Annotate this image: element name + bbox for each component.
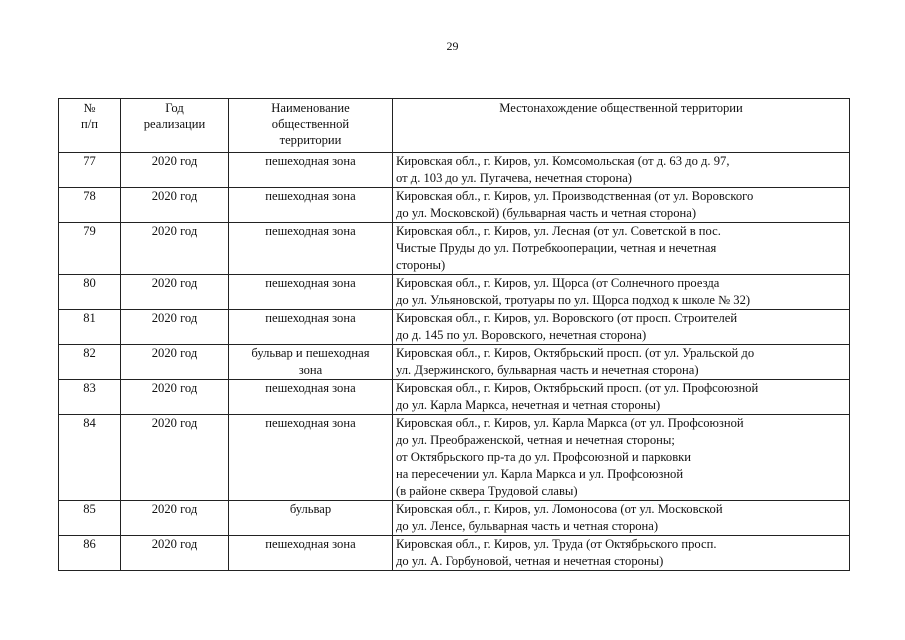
row-location	[393, 153, 850, 188]
row-year: 2020 год	[121, 188, 229, 223]
table-row	[59, 188, 850, 223]
row-number: 85	[59, 501, 121, 536]
table-row	[59, 501, 850, 536]
row-year: 2020 год	[121, 223, 229, 275]
row-number: 78	[59, 188, 121, 223]
location-line: Кировская обл., г. Киров, ул. Воровского (от просп. Строителей	[396, 311, 738, 325]
header-num-line: п/п	[81, 117, 98, 131]
row-year: 2020 год	[121, 501, 229, 536]
location-line: от Октябрьского пр-та до ул. Профсоюзной и парковки	[396, 450, 692, 464]
row-territory-name	[229, 275, 393, 310]
header-location	[393, 99, 850, 153]
location-line: Кировская обл., г. Киров, ул. Труда (от Октябрьского просп.	[396, 537, 717, 551]
row-number: 81	[59, 310, 121, 345]
row-location	[393, 223, 850, 275]
row-location	[393, 345, 850, 380]
row-year: 2020 год	[121, 415, 229, 501]
location-line: ул. Дзержинского, бульварная часть и нечетная сторона)	[396, 363, 699, 377]
row-year: 2020 год	[121, 310, 229, 345]
table-row	[59, 223, 850, 275]
territory-name-line: пешеходная зона	[265, 311, 356, 325]
row-number: 77	[59, 153, 121, 188]
territory-name-line: бульвар	[289, 502, 332, 516]
territory-name-line: пешеходная зона	[265, 189, 356, 203]
table-header-row	[59, 99, 850, 153]
row-location	[393, 310, 850, 345]
row-location	[393, 380, 850, 415]
row-year: 2020 год	[121, 275, 229, 310]
location-line: от д. 103 до ул. Пугачева, нечетная сторона)	[396, 171, 632, 185]
location-line: Кировская обл., г. Киров, Октябрьский просп. (от ул. Профсоюзной	[396, 381, 759, 395]
row-year: 2020 год	[121, 380, 229, 415]
header-name	[229, 99, 393, 153]
location-line: стороны)	[396, 258, 446, 272]
row-number: 82	[59, 345, 121, 380]
location-line: до ул. А. Горбуновой, четная и нечетная стороны)	[396, 554, 664, 568]
row-territory-name	[229, 223, 393, 275]
location-line: Кировская обл., г. Киров, ул. Лесная (от ул. Советской в пос.	[396, 224, 721, 238]
location-line: до д. 145 по ул. Воровского, нечетная сторона)	[396, 328, 647, 342]
header-year-line: реализации	[143, 117, 206, 131]
table-row	[59, 153, 850, 188]
row-number: 84	[59, 415, 121, 501]
table-row	[59, 415, 850, 501]
header-name-line: общественной	[271, 117, 350, 131]
header-num-line: №	[83, 101, 96, 115]
row-territory-name	[229, 536, 393, 571]
location-line: Чистые Пруды до ул. Потребкооперации, четная и нечетная	[396, 241, 717, 255]
row-number: 80	[59, 275, 121, 310]
row-territory-name	[229, 501, 393, 536]
row-location	[393, 188, 850, 223]
row-number: 86	[59, 536, 121, 571]
row-location	[393, 501, 850, 536]
territory-name-line: зона	[298, 363, 323, 377]
location-line: до ул. Московской) (бульварная часть и четная сторона)	[396, 206, 697, 220]
row-number: 79	[59, 223, 121, 275]
territory-name-line: бульвар и пешеходная	[251, 346, 370, 360]
row-year: 2020 год	[121, 345, 229, 380]
header-name-line: Наименование	[271, 101, 350, 115]
territory-name-line: пешеходная зона	[265, 276, 356, 290]
row-year: 2020 год	[121, 536, 229, 571]
territories-table	[58, 98, 850, 571]
location-line: до ул. Ульяновской, тротуары по ул. Щорса подход к школе № 32)	[396, 293, 751, 307]
row-territory-name	[229, 188, 393, 223]
header-num	[59, 99, 121, 153]
location-line: Кировская обл., г. Киров, ул. Комсомольская (от д. 63 до д. 97,	[396, 154, 730, 168]
table-body	[59, 153, 850, 571]
territory-name-line: пешеходная зона	[265, 537, 356, 551]
location-line: Кировская обл., г. Киров, ул. Производственная (от ул. Воровского	[396, 189, 754, 203]
table-row	[59, 275, 850, 310]
table-row	[59, 536, 850, 571]
row-territory-name	[229, 415, 393, 501]
row-year: 2020 год	[121, 153, 229, 188]
row-territory-name	[229, 310, 393, 345]
location-line: до ул. Карла Маркса, нечетная и четная стороны)	[396, 398, 661, 412]
header-name-line: территории	[279, 133, 342, 147]
location-line: Кировская обл., г. Киров, ул. Карла Маркса (от ул. Профсоюзной	[396, 416, 744, 430]
row-location	[393, 536, 850, 571]
territory-name-line: пешеходная зона	[265, 224, 356, 238]
row-number: 83	[59, 380, 121, 415]
territory-name-line: пешеходная зона	[265, 154, 356, 168]
row-territory-name	[229, 345, 393, 380]
page-number: 29	[446, 39, 459, 53]
location-line: Кировская обл., г. Киров, ул. Ломоносова (от ул. Московской	[396, 502, 723, 516]
header-location-line: Местонахождение общественной территории	[499, 101, 743, 115]
location-line: (в районе сквера Трудовой славы)	[396, 484, 578, 498]
table-row	[59, 380, 850, 415]
territory-name-line: пешеходная зона	[265, 381, 356, 395]
row-territory-name	[229, 380, 393, 415]
header-year	[121, 99, 229, 153]
row-location	[393, 415, 850, 501]
location-line: Кировская обл., г. Киров, ул. Щорса (от Солнечного проезда	[396, 276, 720, 290]
header-year-line: Год	[165, 101, 184, 115]
location-line: Кировская обл., г. Киров, Октябрьский просп. (от ул. Уральской до	[396, 346, 755, 360]
table-row	[59, 310, 850, 345]
row-location	[393, 275, 850, 310]
row-territory-name	[229, 153, 393, 188]
territory-name-line: пешеходная зона	[265, 416, 356, 430]
location-line: до ул. Преображенской, четная и нечетная стороны;	[396, 433, 675, 447]
location-line: на пересечении ул. Карла Маркса и ул. Профсоюзной	[396, 467, 684, 481]
location-line: до ул. Ленсе, бульварная часть и четная сторона)	[396, 519, 659, 533]
table-row	[59, 345, 850, 380]
